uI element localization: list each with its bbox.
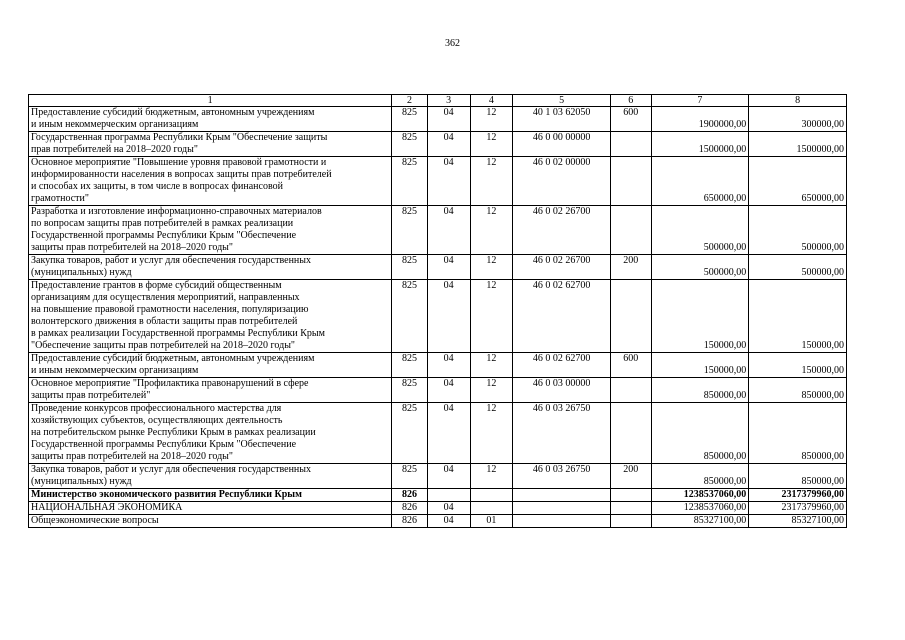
budget-table xyxy=(28,94,847,528)
row-expense-type xyxy=(610,378,651,403)
row-name xyxy=(29,403,392,464)
row-name-text: Закупка товаров, работ и услуг для обеспечения государственных (муниципальных) нужд xyxy=(31,255,312,278)
row-target-article: 40 1 03 62050 xyxy=(513,107,611,132)
row-subsection-code: 12 xyxy=(470,157,513,206)
row-amount-year-1: 1500000,00 xyxy=(651,132,749,157)
header-col-2: 2 xyxy=(392,95,428,107)
row-subsection-code: 12 xyxy=(470,353,513,378)
row-section-code: 04 xyxy=(427,206,470,255)
row-name xyxy=(29,515,392,528)
row-ministry-code: 825 xyxy=(392,132,428,157)
table-row xyxy=(29,515,847,528)
row-amount-year-2: 650000,00 xyxy=(749,157,847,206)
row-target-article: 46 0 02 62700 xyxy=(513,280,611,353)
row-subsection-code: 12 xyxy=(470,206,513,255)
row-name xyxy=(29,353,392,378)
row-section-code: 04 xyxy=(427,132,470,157)
row-section-code: 04 xyxy=(427,255,470,280)
row-expense-type: 200 xyxy=(610,464,651,489)
row-amount-year-1: 850000,00 xyxy=(651,403,749,464)
row-amount-year-1: 1238537060,00 xyxy=(651,502,749,515)
row-section-code: 04 xyxy=(427,403,470,464)
row-amount-year-2: 300000,00 xyxy=(749,107,847,132)
row-name-text: Основное мероприятие "Повышение уровня правовой грамотности и информированности населения в вопросах защиты прав потребителей и способах их защиты, в том числе в вопросах финансовой грамотности" xyxy=(31,157,332,204)
row-amount-year-1: 850000,00 xyxy=(651,378,749,403)
row-name-text: Разработка и изготовление информационно-справочных материалов по вопросам защиты прав потребителей в рамках реализации Государственной программы Республики Крым "Обеспечение защиты прав потребителей на 2018–2020 годы" xyxy=(31,206,322,253)
row-amount-year-1: 850000,00 xyxy=(651,464,749,489)
table-row xyxy=(29,280,847,353)
row-target-article xyxy=(513,502,611,515)
row-expense-type xyxy=(610,280,651,353)
row-ministry-code: 825 xyxy=(392,464,428,489)
row-amount-year-2: 85327100,00 xyxy=(749,515,847,528)
table-row xyxy=(29,378,847,403)
row-name-text: Закупка товаров, работ и услуг для обеспечения государственных (муниципальных) нужд xyxy=(31,464,312,487)
row-ministry-code: 825 xyxy=(392,157,428,206)
row-name-text: Предоставление субсидий бюджетным, автономным учреждениям и иным некоммерческим организациям xyxy=(31,107,315,130)
row-name xyxy=(29,157,392,206)
row-subsection-code: 12 xyxy=(470,255,513,280)
row-section-code: 04 xyxy=(427,157,470,206)
row-name-text: НАЦИОНАЛЬНАЯ ЭКОНОМИКА xyxy=(31,502,183,513)
row-name-text: Основное мероприятие "Профилактика правонарушений в сфере защиты прав потребителей" xyxy=(31,378,309,401)
row-expense-type xyxy=(610,132,651,157)
table-row xyxy=(29,353,847,378)
row-expense-type xyxy=(610,515,651,528)
row-section-code: 04 xyxy=(427,502,470,515)
row-amount-year-1: 150000,00 xyxy=(651,353,749,378)
row-ministry-code: 825 xyxy=(392,206,428,255)
row-ministry-code: 825 xyxy=(392,107,428,132)
row-section-code xyxy=(427,489,470,502)
header-col-7: 7 xyxy=(651,95,749,107)
row-ministry-code: 826 xyxy=(392,502,428,515)
row-section-code: 04 xyxy=(427,515,470,528)
table-row xyxy=(29,157,847,206)
row-subsection-code: 12 xyxy=(470,403,513,464)
row-target-article: 46 0 00 00000 xyxy=(513,132,611,157)
table-row xyxy=(29,255,847,280)
row-ministry-code: 825 xyxy=(392,403,428,464)
header-col-5: 5 xyxy=(513,95,611,107)
row-name-text: Предоставление грантов в форме субсидий общественным организациям для осуществления мероприятий, направленных на повышение правовой грамотности населения, популяризацию волонтерского движения в области защиты прав потребителей в рамках реализации Государственной программы Республики Крым "Обеспечение защиты прав потребителей на 2018–2020 годы" xyxy=(31,280,325,351)
row-subsection-code: 01 xyxy=(470,515,513,528)
row-subsection-code: 12 xyxy=(470,132,513,157)
row-target-article: 46 0 03 00000 xyxy=(513,378,611,403)
row-section-code: 04 xyxy=(427,280,470,353)
row-section-code: 04 xyxy=(427,107,470,132)
row-target-article: 46 0 03 26750 xyxy=(513,403,611,464)
row-name xyxy=(29,489,392,502)
row-name xyxy=(29,378,392,403)
header-col-1: 1 xyxy=(29,95,392,107)
row-expense-type xyxy=(610,489,651,502)
row-section-code: 04 xyxy=(427,464,470,489)
header-col-3: 3 xyxy=(427,95,470,107)
row-ministry-code: 825 xyxy=(392,280,428,353)
row-name xyxy=(29,280,392,353)
row-section-code: 04 xyxy=(427,353,470,378)
table-row xyxy=(29,502,847,515)
row-name-text: Проведение конкурсов профессионального мастерства для хозяйствующих субъектов, осуществляющих деятельность на потребительском рынке Республики Крым в рамках реализации Государственной программы Республики Крым "Обеспечение защиты прав потребителей на 2018–2020 годы" xyxy=(31,403,316,462)
row-amount-year-1: 1900000,00 xyxy=(651,107,749,132)
row-target-article: 46 0 02 26700 xyxy=(513,255,611,280)
row-amount-year-1: 500000,00 xyxy=(651,255,749,280)
row-name-text: Государственная программа Республики Крым "Обеспечение защиты прав потребителей на 2018–2020 годы" xyxy=(31,132,328,155)
header-col-8: 8 xyxy=(749,95,847,107)
row-amount-year-2: 850000,00 xyxy=(749,378,847,403)
row-expense-type xyxy=(610,157,651,206)
row-expense-type xyxy=(610,206,651,255)
row-amount-year-1: 1238537060,00 xyxy=(651,489,749,502)
row-target-article xyxy=(513,489,611,502)
row-ministry-code: 826 xyxy=(392,515,428,528)
row-expense-type xyxy=(610,403,651,464)
row-ministry-code: 826 xyxy=(392,489,428,502)
table-row xyxy=(29,403,847,464)
row-target-article: 46 0 02 00000 xyxy=(513,157,611,206)
row-expense-type: 600 xyxy=(610,107,651,132)
row-expense-type xyxy=(610,502,651,515)
row-subsection-code: 12 xyxy=(470,107,513,132)
row-name-text: Общеэкономические вопросы xyxy=(31,515,159,526)
row-target-article xyxy=(513,515,611,528)
row-amount-year-1: 500000,00 xyxy=(651,206,749,255)
table-row xyxy=(29,464,847,489)
row-name xyxy=(29,255,392,280)
row-amount-year-2: 500000,00 xyxy=(749,255,847,280)
row-amount-year-1: 85327100,00 xyxy=(651,515,749,528)
row-amount-year-2: 150000,00 xyxy=(749,353,847,378)
row-ministry-code: 825 xyxy=(392,353,428,378)
row-amount-year-2: 850000,00 xyxy=(749,403,847,464)
row-amount-year-1: 650000,00 xyxy=(651,157,749,206)
page-number: 362 xyxy=(445,38,460,49)
row-expense-type: 200 xyxy=(610,255,651,280)
row-amount-year-2: 500000,00 xyxy=(749,206,847,255)
row-subsection-code: 12 xyxy=(470,378,513,403)
row-subsection-code xyxy=(470,502,513,515)
row-name xyxy=(29,464,392,489)
row-name-text: Министерство экономического развития Республики Крым xyxy=(31,489,302,500)
row-target-article: 46 0 02 62700 xyxy=(513,353,611,378)
row-amount-year-2: 1500000,00 xyxy=(749,132,847,157)
row-expense-type: 600 xyxy=(610,353,651,378)
row-target-article: 46 0 02 26700 xyxy=(513,206,611,255)
header-col-6: 6 xyxy=(610,95,651,107)
row-target-article: 46 0 03 26750 xyxy=(513,464,611,489)
row-amount-year-2: 150000,00 xyxy=(749,280,847,353)
row-subsection-code: 12 xyxy=(470,464,513,489)
row-name xyxy=(29,206,392,255)
table-row xyxy=(29,132,847,157)
table-row xyxy=(29,489,847,502)
row-amount-year-2: 2317379960,00 xyxy=(749,502,847,515)
row-ministry-code: 825 xyxy=(392,378,428,403)
row-subsection-code xyxy=(470,489,513,502)
row-name xyxy=(29,107,392,132)
row-name xyxy=(29,502,392,515)
row-ministry-code: 825 xyxy=(392,255,428,280)
row-amount-year-1: 150000,00 xyxy=(651,280,749,353)
table-row xyxy=(29,206,847,255)
header-col-4: 4 xyxy=(470,95,513,107)
row-section-code: 04 xyxy=(427,378,470,403)
row-amount-year-2: 2317379960,00 xyxy=(749,489,847,502)
row-name xyxy=(29,132,392,157)
table-header-row xyxy=(29,95,847,107)
row-subsection-code: 12 xyxy=(470,280,513,353)
table-row xyxy=(29,107,847,132)
row-name-text: Предоставление субсидий бюджетным, автономным учреждениям и иным некоммерческим организациям xyxy=(31,353,315,376)
row-amount-year-2: 850000,00 xyxy=(749,464,847,489)
table-body xyxy=(29,107,847,528)
